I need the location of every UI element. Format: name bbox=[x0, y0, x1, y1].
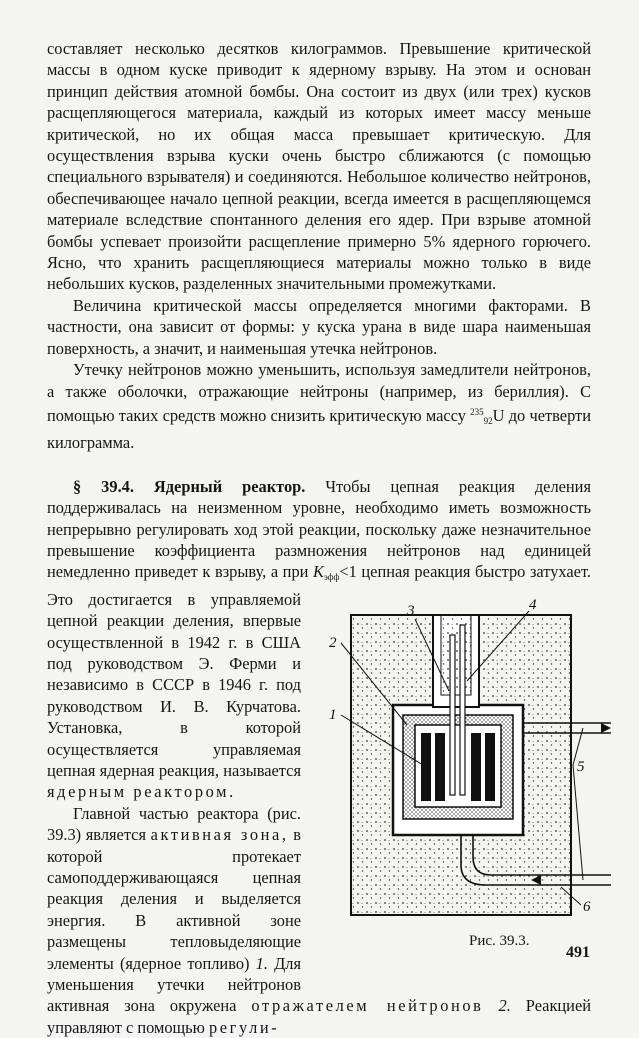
paragraph-3-end: до четверти килограмма. bbox=[47, 405, 591, 453]
ref-2: 2. bbox=[483, 996, 511, 1016]
label-6: 6 bbox=[583, 898, 591, 915]
label-1: 1 bbox=[329, 706, 337, 723]
section-text-continued: <1 цепная реакция быстро затухает. Это достигается в управляемой цепной реакции деления, впервые осуществленной в 1942 г. в США под руководством Э. Ферми и независимо в СССР в 1946 г. под руководством И. В. Курчатова. Установка, в которой осуществляется управляемая цепная ядерная реакция, называется bbox=[47, 562, 591, 780]
figure-caption: Рис. 39.3. bbox=[469, 932, 530, 949]
label-4: 4 bbox=[529, 596, 537, 613]
paragraph-5-text-d: Реакцией управляют с помощью bbox=[47, 996, 591, 1037]
element-symbol: U bbox=[492, 405, 505, 425]
page-text bbox=[47, 38, 591, 1038]
section-text: Чтобы цепная реакция деления поддерживалась на неизменном уровне, необходимо иметь возможность непрерывно регулировать ход этой реакции, поскольку даже незначительное превышение коэффициента размножения нейтронов над единицей немедленно приведет к взрыву, а при bbox=[47, 476, 591, 582]
k-eff-symbol: K bbox=[313, 562, 324, 582]
paragraph-3 bbox=[47, 359, 591, 454]
section-heading: § 39.4. Ядерный реактор. bbox=[73, 476, 306, 496]
label-5: 5 bbox=[577, 758, 585, 775]
label-3: 3 bbox=[407, 602, 415, 619]
section-with-figure bbox=[47, 476, 591, 1038]
outlet-arrow bbox=[601, 723, 611, 733]
term-reflector: отражателем нейтронов bbox=[251, 996, 484, 1016]
reactor-figure bbox=[311, 595, 611, 973]
paragraph-5-text-b: в которой протекает самоподдерживающаяся цепная реакция деления и выделяется энергия. В активной зоне размещены тепловыделяющие элементы (ядерное топливо) bbox=[47, 825, 301, 973]
ref-1: 1. bbox=[255, 953, 268, 973]
paragraph-2: Величина критической массы определяется многими факторами. В частности, она зависит от формы: у куска урана в виде шара наименьшая поверхность, а значит, и наименьшая утечка нейтронов. bbox=[47, 295, 591, 358]
paragraph-1: составляет несколько десятков килограммов. Превышение критической массы в одном куске приводит к ядерному взрыву. На этом и основан принцип действия атомной бомбы. Она состоит из двух (или трех) кусков расщепляющегося материала, каждый из которых имеет массу меньше критической, но их общая масса превышает критическую. Для осуществления взрыва куски очень быстро сближаются (с помощью специального взрывателя) и соединяются. Небольшое количество нейтронов, обеспечивающее начало цепной реакции, всегда имеется в расщепляющемся материале вследствие спонтанного деления его ядер. При взрыве атомной бомбы успевает произойти расщепление примерно 5% ядерного горючего. Ясно, что хранить расщепляющиеся материалы можно только в виде небольших кусков, разделенных значительными промежутками. bbox=[47, 39, 591, 294]
term-regulating: регули- bbox=[209, 1017, 280, 1037]
reactor-diagram bbox=[311, 595, 611, 925]
term-nuclear-reactor: ядерным реактором. bbox=[47, 782, 236, 802]
paragraph-3-text: Утечку нейтронов можно уменьшить, используя замедлители нейтронов, а также оболочки, отражающие нейтроны (например, из бериллия). С помощью таких средств можно снизить критическую массу bbox=[47, 360, 591, 425]
paragraph-5-text-c: Для уменьшения утечки нейтронов активная зона окружена bbox=[47, 953, 301, 1016]
k-eff-subscript: эфф bbox=[323, 572, 340, 583]
term-active-zone: активная зона, bbox=[150, 825, 289, 845]
paragraph-5-text: Главной частью реактора (рис. 39.3) является bbox=[47, 803, 301, 845]
atomic-number: 92 bbox=[483, 415, 493, 426]
mass-number: 235 bbox=[470, 406, 484, 417]
label-2: 2 bbox=[329, 634, 337, 651]
page-number: 491 bbox=[566, 944, 590, 961]
